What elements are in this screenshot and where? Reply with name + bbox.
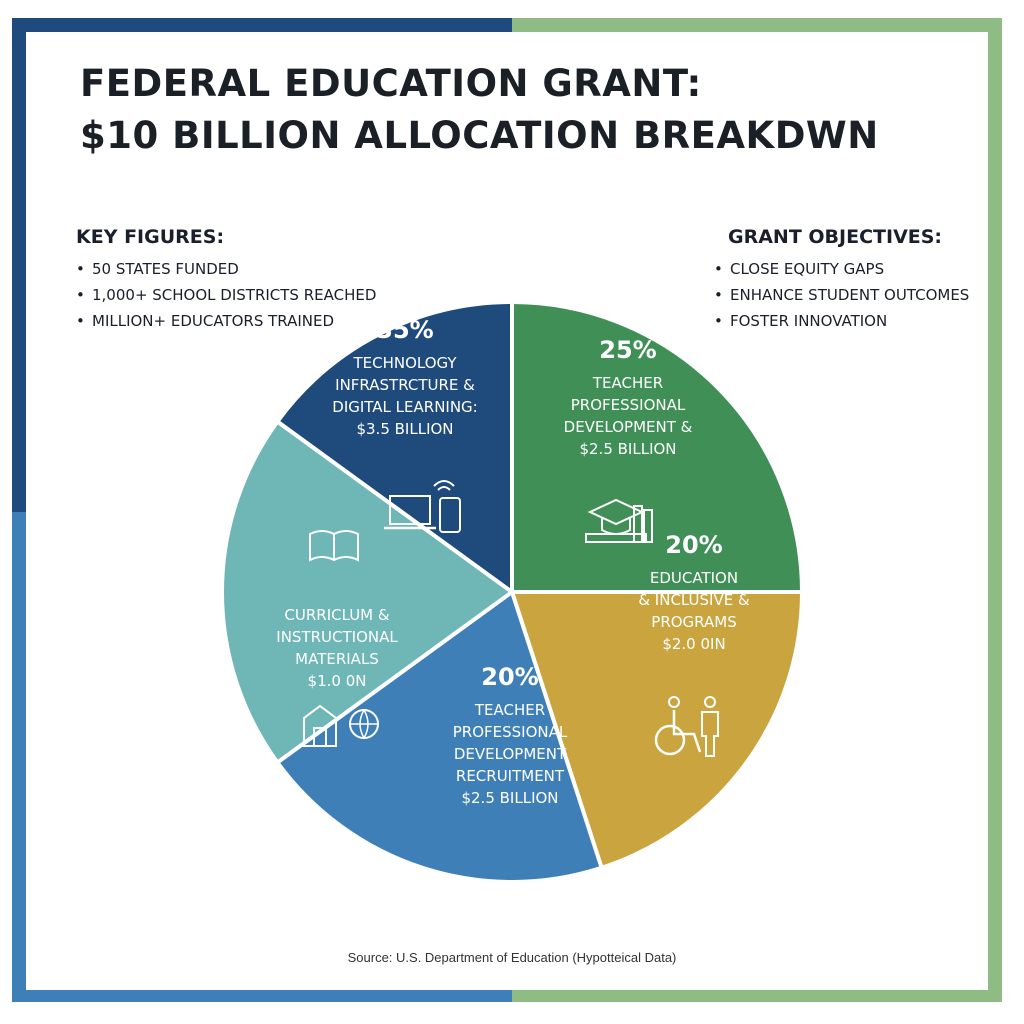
slice-category-label: MATERIALS [295,650,379,668]
objective-item: • ENHANCE STUDENT OUTCOMES [714,282,984,308]
slice-category-label: $2.5 BILLION [579,440,677,458]
slice-category-label: & INCLUSIVE & [638,591,750,609]
objective-item: • FOSTER INNOVATION [714,308,984,334]
key-figure-item: • 1,000+ SCHOOL DISTRICTS REACHED [76,282,456,308]
source-note: Source: U.S. Department of Education (Hypotteical Data) [347,950,677,965]
key-figure-item: • MILLION+ EDUCATORS TRAINED [76,308,456,334]
grant-objectives-title: GRANT OBJECTIVES: [728,226,943,248]
slice-percent-label: 25% [599,336,657,364]
objective-item: • CLOSE EQUITY GAPS [714,256,984,282]
slice-category-label: $1.0 0N [307,672,367,690]
key-figure-item: • 50 STATES FUNDED [76,256,456,282]
slice-category-label: PROFESSIONAL [570,396,686,414]
slice-percent-label: 20% [481,663,539,691]
slice-category-label: $2.5 BILLION [461,789,559,807]
slice-category-label: TEACHER [592,374,664,392]
title-line-1: FEDERAL EDUCATION GRANT: [80,62,702,105]
slice-category-label: INSTRUCTIONAL [276,628,398,646]
slice-category-label: EDUCATION [649,569,739,587]
slice-percent-label: 35% [376,316,434,344]
slice-category-label: DIGITAL LEARNING: [332,398,478,416]
slice-category-label: PROFESSIONAL [452,723,568,741]
slice-category-label: DEVELOPMENT [453,745,567,763]
slice-category-label: $3.5 BILLION [356,420,454,438]
slice-category-label: RECRUITMENT [455,767,565,785]
slice-category-label: CURRICLUM & [284,606,390,624]
title-line-2: $10 BILLION ALLOCATION BREAKDWN [80,114,879,157]
slice-category-label: DEVELOPMENT & [563,418,693,436]
slice-category-label: PROGRAMS [651,613,737,631]
slice-category-label: $2.0 0IN [662,635,726,653]
slice-category-label: INFRASTRCTURE & [335,376,475,394]
key-figures-title: KEY FIGURES: [76,226,225,248]
slice-category-label: TECHNOLOGY [353,354,457,372]
slice-percent-label: 20% [665,531,723,559]
slice-category-label: TEACHER [474,701,546,719]
